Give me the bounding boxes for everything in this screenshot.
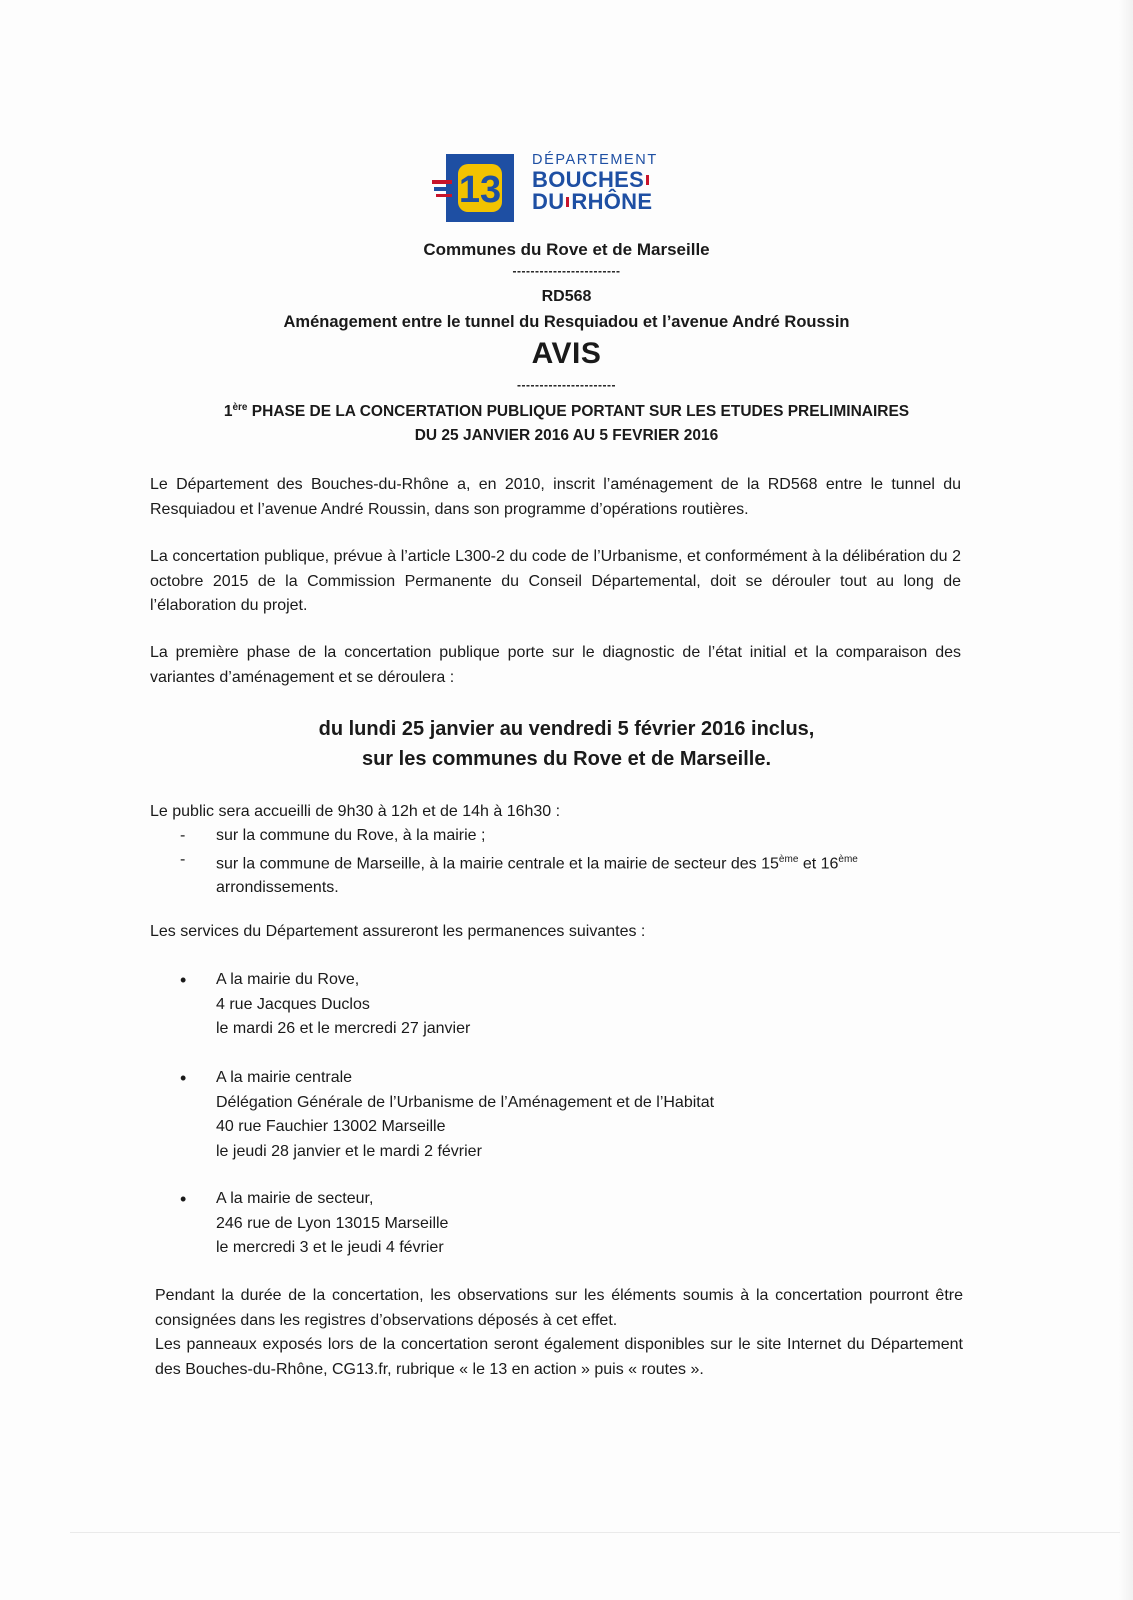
superscript: ème xyxy=(778,854,799,865)
dates-highlight: du lundi 25 janvier au vendredi 5 février 2016 inclus, xyxy=(318,718,815,740)
permanence-line: le mardi 26 et le mercredi 27 janvier xyxy=(216,1020,471,1037)
bullet-marker: • xyxy=(180,970,187,990)
road-id-heading: RD568 xyxy=(541,288,592,305)
project-heading: Aménagement entre le tunnel du Resquiadou et l’avenue André Roussin xyxy=(283,313,850,331)
list-item-text: sur la commune de Marseille, à la mairie centrale et la mairie de secteur des 15 xyxy=(216,855,779,873)
intro-paragraph: Le Département des Bouches-du-Rhône a, en 2010, inscrit l’aménagement de la RD568 entre le tunnel du Resquiadou et l’avenue André Roussin, dans son programme d’opérations routières. xyxy=(150,476,961,518)
logo-red-dot xyxy=(646,175,649,185)
permanence-line: 246 rue de Lyon 13015 Marseille xyxy=(216,1214,449,1232)
bullet-marker: • xyxy=(180,1068,187,1088)
permanence-line: le mercredi 3 et le jeudi 4 février xyxy=(216,1239,444,1256)
permanence-line: Délégation Générale de l’Urbanisme de l’Aménagement et de l’Habitat xyxy=(216,1093,715,1111)
concertation-paragraph: La concertation publique, prévue à l’article L300-2 du code de l’Urbanisme, et conformément à la délibération du 2 octobre 2015 de la Commission Permanente du Conseil Départemental, doit se dérouler tout au long de l’élaboration du projet. xyxy=(150,548,961,614)
logo-red-stripe xyxy=(432,180,452,184)
separator-dashes: ---------------------- xyxy=(517,378,616,392)
permanence-lines xyxy=(216,1187,956,1261)
permanence-line: A la mairie du Rove, xyxy=(216,971,360,988)
dash-marker: - xyxy=(180,827,186,844)
public-hours: Le public sera accueilli de 9h30 à 12h et de 14h à 16h30 : xyxy=(150,803,561,820)
locations-list xyxy=(150,824,961,900)
list-item xyxy=(150,848,961,900)
departement-logo xyxy=(432,150,692,224)
communes-highlight: sur les communes du Rove et de Marseille. xyxy=(361,748,772,770)
observations-paragraph: Pendant la durée de la concertation, les observations sur les éléments soumis à la concertation pourront être consignées dans les registres d’observations déposés à cet effet. xyxy=(155,1287,963,1329)
permanence-line: A la mairie centrale xyxy=(216,1069,353,1086)
logo-number: 13 xyxy=(458,169,502,211)
permanence-line: 4 rue Jacques Duclos xyxy=(216,995,370,1013)
logo-line-2 xyxy=(532,191,702,213)
phase-superscript: ère xyxy=(232,402,248,413)
logo-red-dot xyxy=(566,197,569,207)
list-item-text: sur la commune du Rove, à la mairie ; xyxy=(216,827,486,844)
permanence-lines xyxy=(216,1066,956,1164)
scan-line xyxy=(70,1532,1120,1533)
logo-rhone: RHÔNE xyxy=(571,189,653,214)
phase-number: 1 xyxy=(223,403,233,421)
logo-blue-stripe xyxy=(434,187,452,191)
phase-heading xyxy=(0,402,1133,421)
list-item-text: arrondissements. xyxy=(216,879,339,897)
logo-bouches: BOUCHES xyxy=(532,167,645,192)
list-item xyxy=(150,824,961,848)
permanence-lines xyxy=(216,968,956,1042)
permanence-line: 40 rue Fauchier 13002 Marseille xyxy=(216,1118,446,1135)
logo-du: DU xyxy=(532,189,565,214)
separator-dashes: ------------------------ xyxy=(512,264,621,278)
list-item-text: et 16 xyxy=(798,855,839,873)
logo-line-1 xyxy=(532,169,702,191)
logo-departement: DÉPARTEMENT xyxy=(532,152,658,168)
logo-red-stripe-2 xyxy=(436,194,452,197)
first-phase-paragraph: La première phase de la concertation publique porte sur le diagnostic de l’état initial et la comparaison des variantes d’aménagement et se déroulera : xyxy=(150,644,961,686)
logo-wordmark xyxy=(532,152,702,213)
communes-heading: Communes du Rove et de Marseille xyxy=(423,240,710,259)
bullet-marker: • xyxy=(180,1189,187,1209)
dates-heading: DU 25 JANVIER 2016 AU 5 FEVRIER 2016 xyxy=(414,427,719,444)
website-paragraph: Les panneaux exposés lors de la concertation seront également disponibles sur le site Internet du Département des Bouches-du-Rhône, CG13.fr, rubrique « le 13 en action » puis « routes ». xyxy=(155,1336,963,1378)
services-paragraph: Les services du Département assureront les permanences suivantes : xyxy=(150,923,646,940)
permanence-line: le jeudi 28 janvier et le mardi 2 février xyxy=(216,1142,482,1160)
dash-marker: - xyxy=(180,851,186,868)
permanence-line: A la mairie de secteur, xyxy=(216,1190,374,1207)
avis-title: AVIS xyxy=(531,337,602,370)
superscript: ème xyxy=(838,854,858,865)
phase-text: PHASE DE LA CONCERTATION PUBLIQUE PORTANT SUR LES ETUDES PRELIMINAIRES xyxy=(247,403,910,421)
logo-13-emblem xyxy=(432,154,524,222)
